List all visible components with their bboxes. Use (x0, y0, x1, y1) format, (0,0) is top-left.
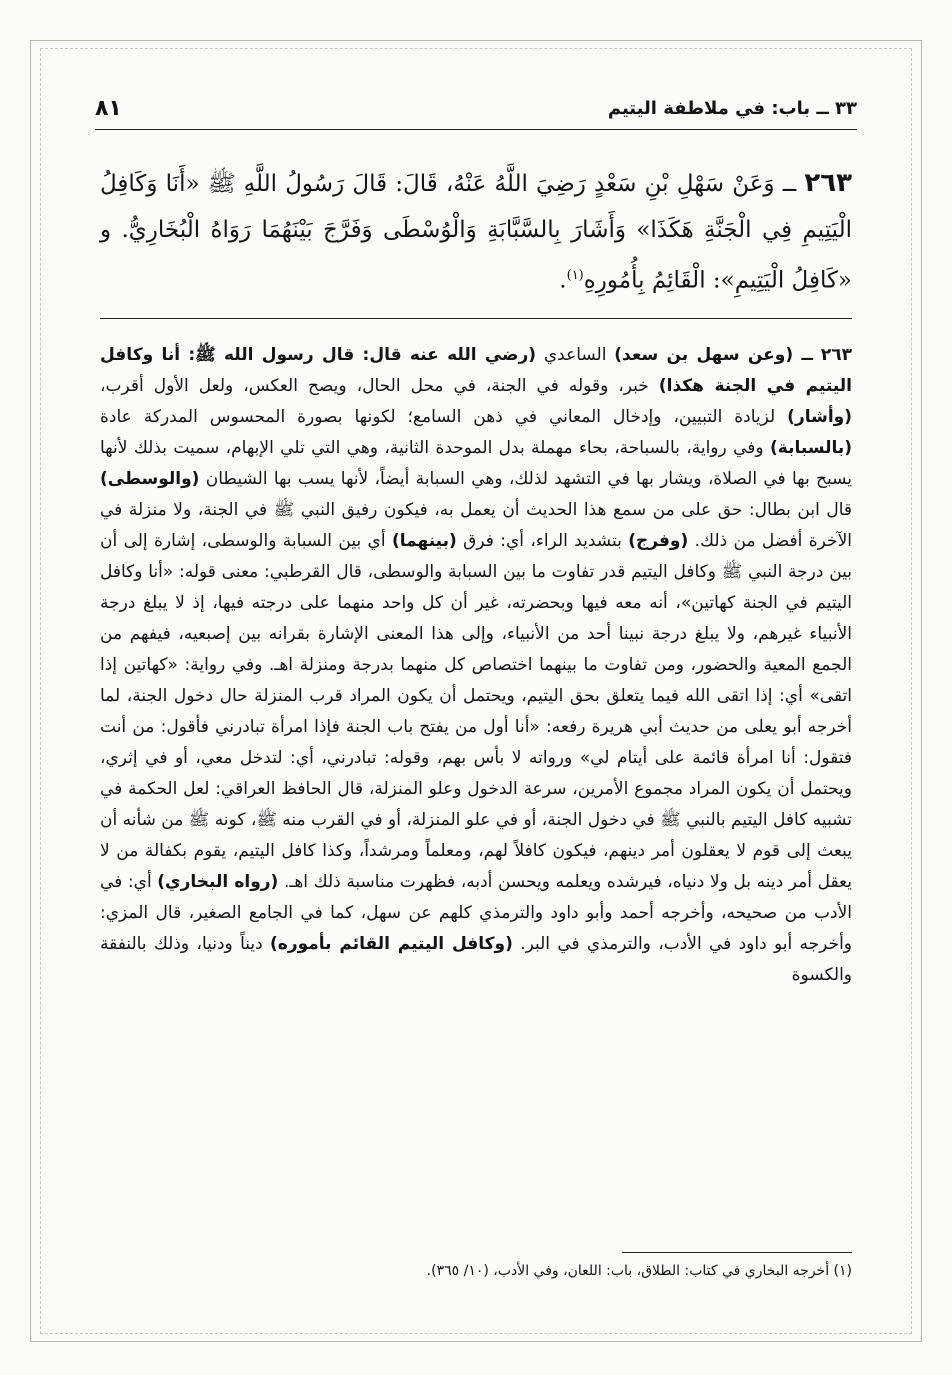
commentary-text: الساعدي (536, 345, 615, 365)
commentary-text: قال ابن بطال: حق على من سمع هذا الحديث أن يعمل به، فيكون رفيق النبي ﷺ في الجنة، ولا منزلة في الآخرة أفضل من ذلك. (100, 500, 852, 551)
header-divider (95, 129, 857, 130)
commentary-block (100, 340, 852, 991)
footnote-mark: (١) (566, 268, 584, 283)
commentary-bold: (رواه البخاري) (157, 872, 279, 892)
commentary-text: أي بين السبابة والوسطى، إشارة إلى أن بين درجة النبي ﷺ وكافل اليتيم قدر تفاوت ما بين السبابة والوسطى، قال القرطبي: معنى قوله: «أنا وكافل اليتيم في الجنة كهاتين»، أنه معه فيها وبحضرته، غير أن كل واحد منهما على درجته فيها، إذ لا يبلغ درجة الأنبياء غيرهم، ولا يبلغ درجة نبينا أحد من الأنبياء، وإلى هذا المعنى الإشارة بقرانه بين إصبعيه، فيفهم من الجمع المعية والحضور، ومن تفاوت ما بينهما اختصاص كل منهما بدرجة ومنزلة اهـ. وفي رواية: «كهاتين إذا اتقى» أي: إذا اتقى الله فيما يتعلق بحق اليتيم، ويحتمل أن يكون المراد قرب المنزلة حال دخول الجنة، لما أخرجه أبو يعلى من حديث أبي هريرة رفعه: «أنا أول من يفتح باب الجنة فإذا امرأة تبادرني فأقول: من أنت فتقول: أنا امرأة قائمة على أيتام لي» ورواته لا بأس بهم، وقوله: تبادرني، أي: لتدخل معي، أو في إثري، ويحتمل أن يكون المراد مجموع الأمرين، سرعة الدخول وعلو المنزلة، قال الحافظ العراقي: لعل الحكمة في تشبيه كافل اليتيم بالنبي ﷺ في دخول الجنة، أو في علو المنزلة، أو في القرب منه ﷺ، كونه ﷺ من شأنه أن يبعث إلى قوم لا يعقلون أمر دينهم، فيكون كافلاً لهم، ومعلماً ومرشداً، وكذا كافل اليتيم، يقوم بكفالة من لا يعقل أمر دينه بل ولا دنياه، فيرشده ويعلمه ويحسن أدبه، فظهرت مناسبة ذلك اهـ. (100, 531, 852, 892)
section-divider (100, 318, 852, 319)
hadith-number: ٢٦٣ (804, 168, 852, 198)
hadith-end: . (559, 267, 567, 294)
commentary-bold: (وفرج) (628, 531, 689, 551)
commentary-text: خبر، وقوله في الجنة، في محل الحال، ويصح العكس، ولعل الأول أقرب، (100, 376, 659, 396)
commentary-bold: (وأشار) (787, 407, 852, 427)
commentary-bold: (بالسبابة) (769, 438, 852, 458)
page-number: ٨١ (95, 95, 122, 121)
commentary-paragraph (100, 340, 852, 991)
page-header (95, 88, 857, 128)
commentary-number: ٢٦٣ (820, 345, 852, 365)
chapter-title: ٣٣ ــ باب: في ملاطفة اليتيم (607, 97, 857, 119)
hadith-text: ــ وَعَنْ سَهْلِ بْنِ سَعْدٍ رَضِيَ اللَّهُ عَنْهُ، قَالَ: قَالَ رَسُولُ اللَّهِ ﷺ «أَنَا وَكَافِلُ الْيَتِيمِ فِي الْجَنَّةِ هَكَذَا» وَأَشَارَ بِالسَّبَّابَةِ وَالْوُسْطَى وَفَرَّجَ بَيْنَهُمَا رَوَاهُ الْبُخَارِيُّ. و «كَافِلُ الْيَتِيمِ»: الْقَائِمُ بِأُمُورِهِ (100, 171, 853, 294)
footnote-divider (622, 1252, 852, 1253)
commentary-text: أي: في الأدب من صحيحه، وأخرجه أحمد وأبو داود والترمذي كلهم عن سهل، كما في الجامع الصغير، قال المزي: وأخرجه أبو داود في الأدب، والترمذي في البر. (100, 872, 852, 954)
commentary-bold: (بينهما) (391, 531, 457, 551)
commentary-bold: (والوسطى) (100, 469, 200, 489)
commentary-text: لزيادة التبيين، وإدخال المعاني في ذهن السامع؛ لكونها بصورة المحسوس المدركة عادة (100, 407, 788, 427)
commentary-bold: (وكافل اليتيم القائم بأموره) (270, 934, 513, 954)
commentary-bold: ــ (وعن سهل بن سعد) (614, 345, 814, 365)
commentary-text: ديناً ودنيا، وذلك بالنفقة والكسوة (100, 934, 852, 985)
hadith-text-block (100, 160, 852, 304)
commentary-text: بتشديد الراء، أي: فرق (456, 531, 629, 551)
commentary-text: وفي رواية، بالسباحة، بحاء مهملة بدل الموحدة الثانية، وهي التي تلي الإبهام، سميت بذلك لأنها يسبح بها في الصلاة، ويشار بها في التشهد لذلك، وهي السبابة أيضاً، لأنها يسب بها الشيطان (100, 438, 852, 489)
commentary-bold: (رضي الله عنه قال: قال رسول الله ﷺ: أنا وكافل اليتيم في الجنة هكذا) (100, 345, 852, 396)
footnote: (١) أخرجه البخاري في كتاب: الطلاق، باب: اللعان، وفي الأدب، (١٠/ ٣٦٥). (426, 1263, 852, 1279)
